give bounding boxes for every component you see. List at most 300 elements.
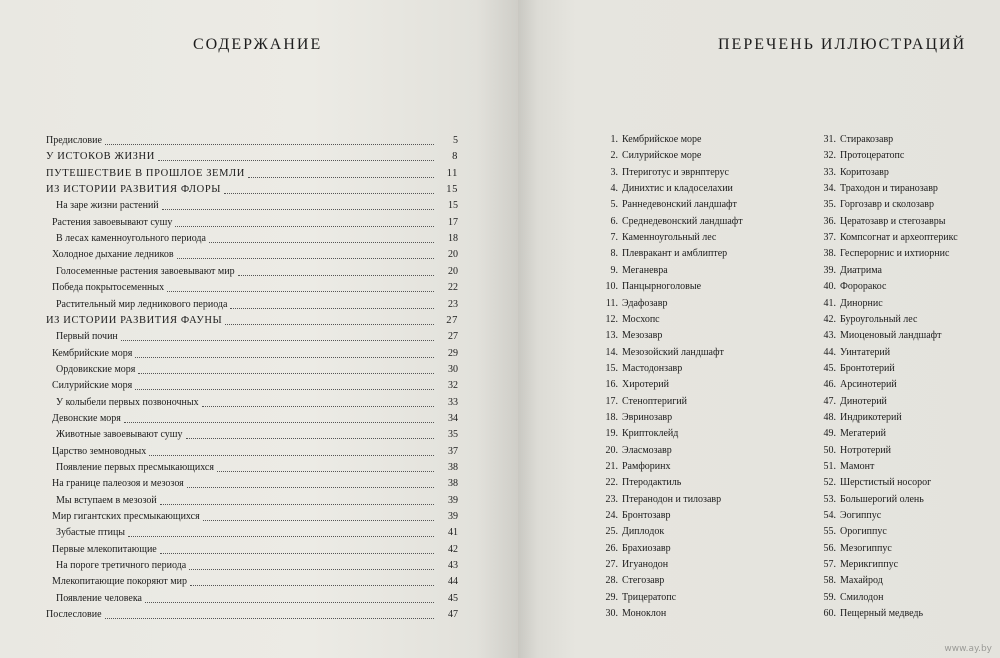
illustration-title: Среднедевонский ландшафт: [622, 215, 743, 227]
illustration-title: Цератозавр и стегозавры: [840, 215, 946, 227]
toc-entry-label: Появление человека: [56, 592, 142, 604]
illustration-number: 17.: [605, 395, 618, 407]
toc-entry-label: Зубастые птицы: [56, 527, 126, 539]
illustration-title: Большерогий олень: [840, 493, 924, 505]
toc-entry: [56, 427, 458, 442]
illustration-title: Бронтозавр: [622, 510, 671, 522]
illustration-item: [594, 280, 784, 295]
illustration-item: [594, 264, 784, 279]
toc-entry-label: Девонские моря: [52, 412, 121, 424]
illustration-number: 41.: [823, 297, 836, 309]
toc-entry-page: 38: [448, 478, 458, 490]
illustration-number: 53.: [823, 493, 836, 505]
illustration-number: 26.: [605, 542, 618, 554]
illustration-item: [812, 558, 1000, 573]
toc-entry: [56, 297, 458, 312]
illustration-number: 57.: [823, 559, 836, 571]
illustration-number: 3.: [610, 166, 618, 178]
toc-entry-label: У ИСТОКОВ ЖИЗНИ: [46, 151, 155, 163]
toc-entry-label: Победа покрытосеменных: [52, 282, 165, 294]
illustration-number: 6.: [610, 215, 618, 227]
toc-entry-page: 39: [448, 494, 458, 506]
illustration-number: 49.: [823, 428, 836, 440]
illustration-number: 9.: [610, 264, 618, 276]
toc-entry: [56, 329, 458, 344]
illustration-item: [594, 395, 784, 410]
illustration-item: [812, 182, 1000, 197]
toc-section: [46, 149, 458, 164]
illustration-title: Компсогнат и археоптерикс: [840, 232, 958, 244]
toc-entry-label: Ордовикские моря: [56, 363, 136, 375]
illustration-item: [812, 411, 1000, 426]
illustration-item: [812, 607, 1000, 622]
illustration-item: [812, 542, 1000, 557]
illustration-number: 20.: [605, 444, 618, 456]
illustration-item: [594, 329, 784, 344]
illustration-number: 11.: [605, 297, 618, 309]
illustration-number: 30.: [605, 608, 618, 620]
toc-entry-page: 18: [448, 233, 458, 245]
illustration-number: 36.: [823, 215, 836, 227]
illustration-number: 2.: [610, 150, 618, 162]
illustration-number: 22.: [605, 477, 618, 489]
toc-entry: [46, 133, 458, 148]
illustration-item: [594, 525, 784, 540]
toc-entry-label: Мы вступаем в мезозой: [56, 494, 157, 506]
illustration-title: Брахиозавр: [622, 542, 671, 554]
illustration-title: Динорнис: [840, 297, 883, 309]
illustration-title: Буроугольный лес: [840, 313, 918, 325]
illustration-title: Протоцератопс: [840, 150, 905, 162]
illustration-title: Хиротерий: [622, 379, 669, 391]
illustration-number: 27.: [605, 559, 618, 571]
toc-entry-label: Силурийские моря: [52, 380, 133, 392]
illustration-title: Птеродактиль: [622, 477, 682, 489]
toc-entry-page: 27: [446, 314, 458, 326]
illustration-number: 37.: [823, 232, 836, 244]
illustration-title: Мезозойский ландшафт: [622, 346, 724, 358]
illustration-number: 21.: [605, 461, 618, 472]
toc-entry-page: 39: [448, 511, 458, 523]
toc-entry-page: 27: [448, 331, 458, 343]
dot-leader: [230, 308, 434, 309]
toc-entry-page: 17: [448, 216, 458, 228]
illustration-item: [594, 378, 784, 393]
illustration-title: Уинтатерий: [840, 346, 891, 358]
toc-entry-label: Голосеменные растения завоевывают мир: [56, 265, 235, 277]
dot-leader: [225, 324, 434, 325]
illustration-number: 29.: [605, 591, 618, 603]
toc-entry-page: 34: [448, 412, 458, 424]
illustration-item: [812, 149, 1000, 164]
illustration-title: Гесперорнис и ихтиорнис: [840, 248, 950, 260]
illustration-title: Рамфоринх: [622, 461, 671, 472]
illustration-title: Индрикотерий: [840, 411, 902, 423]
illustrations-title: ПЕРЕЧЕНЬ ИЛЛЮСТРАЦИЙ: [718, 36, 967, 53]
toc-entry-page: 20: [448, 265, 458, 277]
toc-entry-label: Первые млекопитающие: [52, 543, 157, 555]
toc-entry: [56, 231, 458, 246]
illustration-item: [594, 133, 784, 148]
toc-entry: [52, 346, 458, 361]
dot-leader: [186, 438, 434, 439]
dot-leader: [189, 569, 434, 570]
dot-leader: [105, 144, 434, 145]
dot-leader: [203, 520, 434, 521]
dot-leader: [145, 602, 434, 603]
toc-entry: [52, 411, 458, 426]
illustration-title: Горгозавр и сколозавр: [840, 199, 934, 211]
toc-entry-page: 41: [448, 527, 458, 539]
illustration-title: Эвринозавр: [622, 411, 673, 423]
watermark: www.ay.by: [944, 644, 992, 654]
illustration-title: Коритозавр: [840, 166, 889, 178]
illustration-title: Орогиппус: [840, 526, 887, 538]
illustration-title: Птеранодон и тилозавр: [622, 493, 722, 505]
dot-leader: [202, 406, 434, 407]
toc-entry-label: На заре жизни растений: [56, 200, 159, 212]
illustration-number: 13.: [605, 330, 618, 342]
illustration-number: 25.: [605, 526, 618, 538]
dot-leader: [160, 553, 434, 554]
illustration-item: [594, 215, 784, 230]
illustration-number: 52.: [823, 477, 836, 489]
illustration-number: 45.: [823, 362, 836, 374]
toc-entry-label: Мир гигантских пресмыкающихся: [52, 511, 200, 523]
illustration-item: [594, 591, 784, 606]
illustration-number: 10.: [605, 281, 618, 293]
illustration-title: Мегатерий: [840, 428, 886, 440]
illustrations-page: [518, 0, 1000, 658]
illustration-title: Арсинотерий: [840, 379, 897, 391]
illustration-number: 44.: [823, 346, 836, 358]
illustration-item: [812, 591, 1000, 606]
illustration-title: Мерикгиппус: [840, 559, 899, 571]
toc-entry-page: 23: [448, 298, 458, 310]
toc-section: [46, 166, 458, 181]
illustration-title: Мосхопс: [622, 313, 660, 325]
illustration-item: [594, 166, 784, 181]
toc-entry: [52, 247, 458, 262]
toc-entry-label: Предисловие: [46, 135, 102, 146]
toc-entry-page: 5: [453, 135, 458, 146]
toc-entry: [52, 509, 458, 524]
illustration-title: Стиракозавр: [840, 134, 894, 145]
toc-entry-page: 20: [448, 249, 458, 261]
illustration-item: [812, 346, 1000, 361]
toc-entry-label: Царство земноводных: [52, 445, 147, 457]
dot-leader: [105, 618, 434, 619]
illustration-title: Моноклон: [622, 608, 667, 620]
illustration-item: [594, 313, 784, 328]
illustration-item: [812, 264, 1000, 279]
toc-entry-page: 42: [448, 543, 458, 555]
toc-entry-page: 38: [448, 462, 458, 473]
illustration-item: [594, 607, 784, 622]
illustration-number: 47.: [823, 395, 836, 407]
dot-leader: [135, 389, 434, 390]
dot-leader: [209, 242, 434, 243]
illustration-title: Шерстистый носорог: [840, 477, 932, 489]
illustration-number: 14.: [605, 346, 618, 358]
toc-entry-page: 30: [448, 363, 458, 375]
illustration-title: Миоценовый ландшафт: [840, 330, 942, 342]
illustration-item: [594, 444, 784, 459]
toc-entry: [52, 280, 458, 295]
illustration-item: [594, 247, 784, 262]
illustration-number: 23.: [605, 493, 618, 505]
illustration-number: 46.: [823, 379, 836, 391]
illustration-number: 18.: [605, 411, 618, 423]
toc-entry: [52, 542, 458, 557]
illustration-number: 35.: [823, 199, 836, 211]
toc-entry-label: У колыбели первых позвоночных: [56, 396, 199, 408]
toc-entry-label: Животные завоевывают сушу: [56, 429, 183, 441]
toc-entry-page: 45: [448, 592, 458, 604]
dot-leader: [138, 373, 434, 374]
toc-entry: [56, 525, 458, 540]
illustration-number: 48.: [823, 411, 836, 423]
illustration-item: [812, 444, 1000, 459]
illustration-item: [812, 395, 1000, 410]
toc-entry-label: Первый почин: [56, 331, 118, 343]
illustration-number: 42.: [823, 313, 836, 325]
contents-title: СОДЕРЖАНИЕ: [193, 36, 323, 53]
dot-leader: [128, 536, 434, 537]
toc-entry-page: 29: [448, 347, 458, 359]
dot-leader: [224, 193, 434, 194]
illustration-item: [812, 166, 1000, 181]
illustration-item: [812, 198, 1000, 213]
toc-entry-label: Холодное дыхание ледников: [52, 249, 174, 261]
illustration-title: Стеноптеригий: [622, 395, 688, 407]
toc-entry-label: Послесловие: [46, 609, 102, 621]
illustration-title: Плевракант и амблиптер: [622, 248, 728, 260]
illustration-item: [812, 509, 1000, 524]
illustration-item: [594, 297, 784, 312]
illustration-number: 58.: [823, 575, 836, 587]
illustration-number: 56.: [823, 542, 836, 554]
toc-entry: [46, 607, 458, 622]
illustration-number: 39.: [823, 264, 836, 276]
illustration-title: Траходон и тиранозавр: [840, 183, 938, 195]
toc-entry-label: ИЗ ИСТОРИИ РАЗВИТИЯ ФЛОРЫ: [46, 184, 222, 196]
illustration-item: [812, 247, 1000, 262]
illustration-item: [812, 362, 1000, 377]
dot-leader: [124, 422, 434, 423]
toc-entry: [52, 476, 458, 491]
dot-leader: [160, 504, 434, 505]
toc-entry: [52, 215, 458, 230]
illustration-item: [812, 460, 1000, 475]
illustration-item: [594, 493, 784, 508]
illustration-item: [594, 198, 784, 213]
illustration-title: Пещерный медведь: [840, 608, 924, 620]
illustration-title: Мезозавр: [622, 330, 663, 342]
toc-entry-page: 35: [448, 429, 458, 441]
illustration-title: Махайрод: [840, 575, 883, 587]
dot-leader: [121, 340, 434, 341]
illustration-number: 24.: [605, 510, 618, 522]
illustration-title: Смилодон: [840, 591, 884, 603]
toc-entry-label: Растительный мир ледникового периода: [56, 298, 228, 310]
toc-entry-label: На пороге третичного периода: [56, 560, 187, 572]
toc-entry-page: 15: [446, 184, 458, 196]
illustration-item: [594, 574, 784, 589]
illustration-title: Кембрийское море: [622, 134, 702, 145]
dot-leader: [217, 471, 434, 472]
illustration-number: 33.: [823, 166, 836, 178]
toc-entry-label: Растения завоевывают сушу: [52, 216, 173, 228]
illustration-title: Криптоклейд: [622, 428, 679, 440]
illustration-number: 55.: [823, 526, 836, 538]
dot-leader: [149, 455, 434, 456]
illustration-item: [812, 297, 1000, 312]
illustration-number: 54.: [823, 510, 836, 522]
toc-entry-page: 43: [448, 560, 458, 572]
illustration-item: [594, 460, 784, 475]
illustration-title: Каменноугольный лес: [622, 232, 717, 244]
dot-leader: [187, 487, 434, 488]
illustration-item: [594, 149, 784, 164]
toc-entry-label: ПУТЕШЕСТВИЕ В ПРОШЛОЕ ЗЕМЛИ: [46, 167, 245, 179]
dot-leader: [238, 275, 434, 276]
illustration-number: 7.: [610, 232, 618, 244]
toc-entry: [56, 493, 458, 508]
illustration-title: Панцырноголовые: [622, 281, 702, 293]
illustration-item: [812, 215, 1000, 230]
illustration-title: Эогиппус: [840, 510, 882, 522]
toc-section: [46, 313, 458, 328]
illustration-title: Эдафозавр: [622, 297, 668, 309]
toc-entry: [56, 395, 458, 410]
illustration-number: 51.: [823, 461, 836, 472]
dot-leader: [158, 160, 434, 161]
illustration-item: [594, 231, 784, 246]
toc-entry: [56, 198, 458, 213]
illustration-item: [812, 427, 1000, 442]
illustration-title: Фороракос: [840, 281, 887, 293]
illustration-number: 60.: [823, 608, 836, 620]
illustration-title: Мамонт: [840, 461, 875, 472]
illustration-number: 50.: [823, 444, 836, 456]
toc-entry-page: 44: [448, 576, 458, 588]
dot-leader: [162, 209, 434, 210]
illustration-item: [812, 476, 1000, 491]
illustration-item: [812, 329, 1000, 344]
toc-entry-label: В лесах каменноугольного периода: [56, 233, 206, 245]
toc-entry-label: Млекопитающие покоряют мир: [52, 576, 187, 588]
illustration-number: 38.: [823, 248, 836, 260]
illustration-number: 34.: [823, 183, 836, 195]
dot-leader: [167, 291, 434, 292]
illustration-title: Бронтотерий: [840, 362, 895, 374]
toc-section: [46, 182, 458, 197]
dot-leader: [248, 177, 434, 178]
illustration-item: [594, 558, 784, 573]
illustration-item: [594, 411, 784, 426]
toc-entry: [56, 264, 458, 279]
dot-leader: [177, 258, 434, 259]
toc-entry: [52, 378, 458, 393]
illustration-item: [812, 231, 1000, 246]
illustration-title: Диплодок: [622, 526, 665, 538]
illustration-title: Нотротерий: [840, 444, 891, 456]
toc-entry: [52, 444, 458, 459]
illustration-item: [812, 313, 1000, 328]
illustration-title: Птериготус и эврнптерус: [622, 166, 729, 178]
illustration-number: 1.: [610, 134, 618, 145]
toc-entry-page: 37: [448, 445, 458, 457]
illustration-item: [812, 574, 1000, 589]
illustration-title: Трицератопс: [622, 591, 677, 603]
illustration-item: [812, 525, 1000, 540]
illustration-number: 16.: [605, 379, 618, 391]
illustration-item: [594, 182, 784, 197]
illustration-number: 43.: [823, 330, 836, 342]
illustration-item: [812, 133, 1000, 148]
illustration-number: 19.: [605, 428, 618, 440]
toc-entry-page: 15: [448, 200, 458, 212]
illustration-item: [594, 476, 784, 491]
dot-leader: [175, 226, 434, 227]
illustration-title: Силурийское море: [622, 150, 702, 162]
toc-entry-label: Кембрийские моря: [52, 347, 133, 359]
toc-entry-page: 32: [448, 380, 458, 392]
illustration-title: Раннедевонский ландшафт: [622, 199, 737, 211]
illustration-number: 8.: [610, 248, 618, 260]
illustration-item: [812, 280, 1000, 295]
illustration-title: Динотерий: [840, 395, 887, 407]
illustration-number: 4.: [610, 183, 618, 195]
toc-entry: [56, 558, 458, 573]
illustration-title: Мастодонзавр: [622, 362, 683, 374]
illustration-item: [812, 493, 1000, 508]
toc-entry-page: 11: [446, 167, 458, 179]
toc-entry-page: 22: [448, 282, 458, 294]
illustration-item: [812, 378, 1000, 393]
illustration-title: Диатрима: [840, 264, 882, 276]
illustration-item: [594, 427, 784, 442]
illustration-title: Игуанодон: [622, 559, 669, 571]
toc-entry: [56, 591, 458, 606]
illustration-title: Эласмозавр: [622, 444, 672, 456]
illustration-item: [594, 509, 784, 524]
toc-entry-page: 47: [448, 609, 458, 621]
illustration-title: Стегозавр: [622, 575, 665, 587]
dot-leader: [135, 357, 434, 358]
dot-leader: [190, 585, 434, 586]
illustration-number: 40.: [823, 281, 836, 293]
toc-entry: [52, 574, 458, 589]
illustration-item: [594, 362, 784, 377]
toc-entry-page: 33: [448, 396, 458, 408]
illustration-number: 5.: [610, 199, 618, 211]
illustration-title: Меганевра: [622, 264, 668, 276]
illustration-item: [594, 346, 784, 361]
toc-entry-label: Появление первых пресмыкающихся: [56, 462, 214, 473]
toc-entry-label: На границе палеозоя и мезозоя: [52, 478, 184, 490]
illustration-title: Динихтис и кладоселахии: [622, 183, 733, 195]
toc-entry-label: ИЗ ИСТОРИИ РАЗВИТИЯ ФАУНЫ: [46, 314, 223, 326]
illustration-number: 32.: [823, 150, 836, 162]
illustration-number: 59.: [823, 591, 836, 603]
toc-entry: [56, 362, 458, 377]
illustration-item: [594, 542, 784, 557]
illustration-number: 15.: [605, 362, 618, 374]
toc-entry-page: 8: [452, 151, 458, 163]
illustration-title: Мезогиппус: [840, 542, 892, 554]
